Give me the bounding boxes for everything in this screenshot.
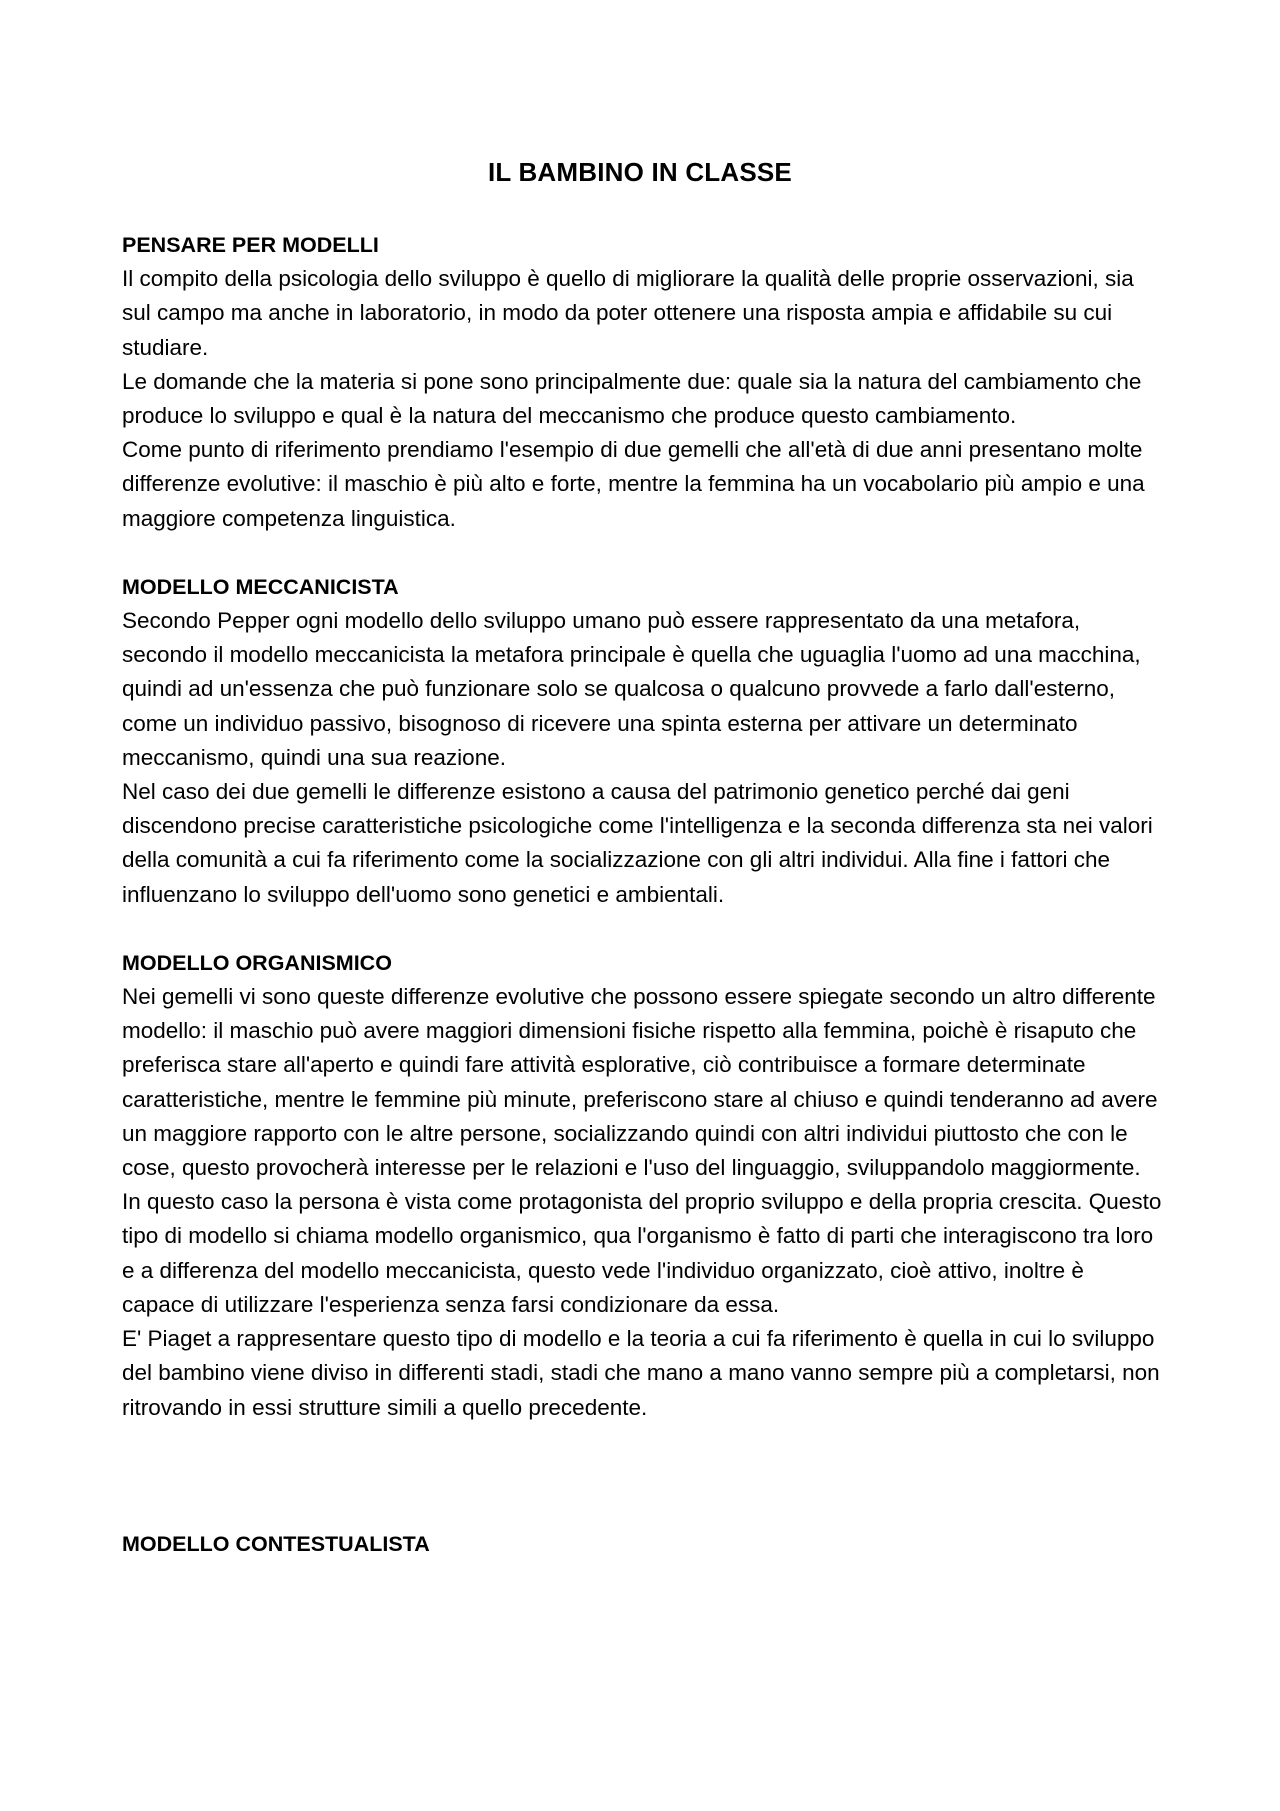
blank-space — [122, 1425, 1162, 1527]
paragraph: Il compito della psicologia dello sviluppo è quello di migliorare la qualità delle proprie osservazioni, sia sul campo ma anche in laboratorio, in modo da poter ottenere una risposta ampia e affidabile su cui studiare. — [122, 266, 1134, 360]
paragraph: Secondo Pepper ogni modello dello sviluppo umano può essere rappresentato da una metafora, secondo il modello meccanicista la metafora principale è quella che uguaglia l'uomo ad una macchina, quindi ad un'essenza che può funzionare solo se qualcosa o qualcuno provvede a farlo dall'esterno, come un individuo passivo, bisognoso di ricevere una spinta esterna per attivare un determinato meccanismo, quindi una sua reazione. — [122, 608, 1141, 770]
document-title: IL BAMBINO IN CLASSE — [488, 157, 792, 187]
paragraph: Le domande che la materia si pone sono principalmente due: quale sia la natura del cambiamento che produce lo sviluppo e qual è la natura del meccanismo che produce questo cambiamento. — [122, 368, 1142, 429]
section-heading-modello-organismico: MODELLO ORGANISMICO — [122, 950, 392, 975]
blank-line — [122, 912, 1162, 946]
section-heading-modello-contestualista: MODELLO CONTESTUALISTA — [122, 1531, 430, 1556]
paragraph: E' Piaget a rappresentare questo tipo di modello e la teoria a cui fa riferimento è quella in cui lo sviluppo del bambino viene diviso in differenti stadi, stadi che mano a mano vanno sempre più a completarsi, non ritrovando in essi strutture simili a quello precedente. — [122, 1326, 1160, 1420]
paragraph: Come punto di riferimento prendiamo l'esempio di due gemelli che all'età di due anni presentano molte differenze evolutive: il maschio è più alto e forte, mentre la femmina ha un vocabolario più ampio e una maggiore competenza linguistica. — [122, 437, 1145, 531]
paragraph: Nel caso dei due gemelli le differenze esistono a causa del patrimonio genetico perché dai geni discendono precise caratteristiche psicologiche come l'intelligenza e la seconda differenza sta nei valori della comunità a cui fa riferimento come la socializzazione con gli altri individui. Alla fine i fattori che influenzano lo sviluppo dell'uomo sono genetici e ambientali. — [122, 779, 1153, 907]
section-heading-modello-meccanicista: MODELLO MECCANICISTA — [122, 574, 399, 599]
blank-line — [122, 536, 1162, 570]
paragraph: Nei gemelli vi sono queste differenze evolutive che possono essere spiegate secondo un altro differente modello: il maschio può avere maggiori dimensioni fisiche rispetto alla femmina, poichè è risaputo che preferisca stare all'aperto e quindi fare attività esplorative, ciò contribuisce a formare determinate caratteristiche, mentre le femmine più minute, preferiscono stare al chiuso e quindi tenderanno ad avere un maggiore rapporto con le altre persone, socializzando quindi con altri individui piuttosto che con le cose, questo provocherà interesse per le relazioni e l'uso del linguaggio, sviluppandolo maggiormente. In questo caso la persona è vista come protagonista del proprio sviluppo e della propria crescita. Questo tipo di modello si chiama modello organismico, qua l'organismo è fatto di parti che interagiscono tra loro e a differenza del modello meccanicista, questo vede l'individuo organizzato, cioè attivo, inoltre è capace di utilizzare l'esperienza senza farsi condizionare da essa. — [122, 984, 1162, 1317]
section-heading-pensare-per-modelli: PENSARE PER MODELLI — [122, 233, 379, 257]
document-body — [122, 228, 1162, 1561]
